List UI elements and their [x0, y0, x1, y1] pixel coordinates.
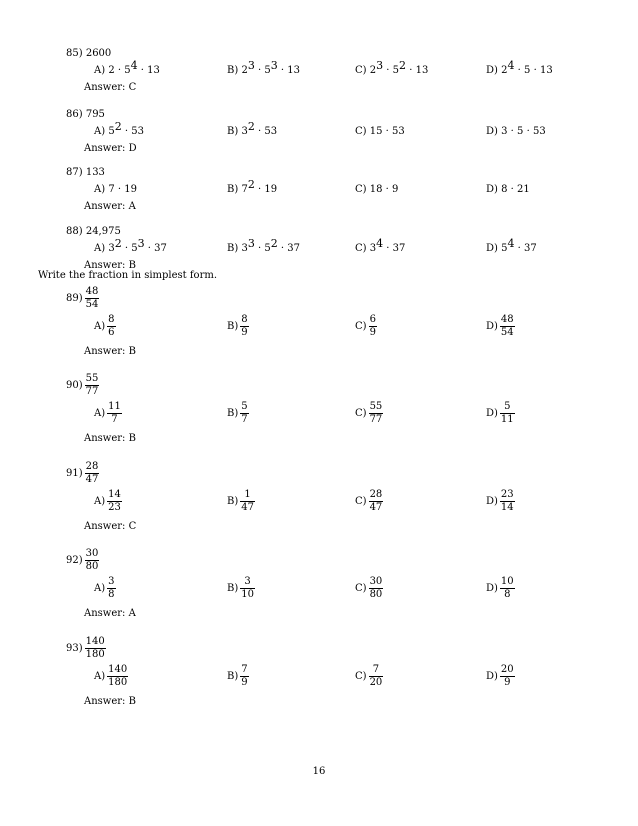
factor-base: 37	[524, 243, 537, 254]
answer-choice: C) 15 · 53	[355, 126, 405, 137]
factor-base: 5	[264, 243, 271, 254]
answer-choice	[355, 401, 383, 426]
question-number	[66, 461, 99, 486]
factor-exponent: 3	[247, 59, 255, 72]
answer-choice	[355, 576, 383, 601]
fraction-denominator: 14	[500, 502, 514, 513]
factor-exponent: 2	[114, 237, 122, 250]
fraction-denominator: 9	[241, 677, 248, 688]
fraction	[240, 489, 255, 514]
fraction-denominator: 180	[108, 677, 128, 688]
choice-label: D)	[486, 496, 498, 507]
question-number	[66, 109, 105, 120]
fraction	[369, 664, 384, 689]
choice-label: A)	[94, 671, 106, 682]
question-number	[66, 226, 121, 237]
factor-base: 2	[241, 65, 248, 76]
choice-label: D)	[486, 583, 498, 594]
fraction-numerator: 30	[85, 548, 99, 559]
fraction-denominator: 54	[85, 299, 99, 310]
answer-choice	[94, 314, 116, 339]
fraction	[369, 401, 384, 426]
answer-key: Answer: D	[84, 143, 137, 154]
factor-exponent: 4	[507, 59, 515, 72]
answer-key: Answer: B	[84, 346, 136, 357]
choice-label: D)	[486, 184, 498, 195]
fraction	[85, 373, 100, 398]
question-label: 92)	[66, 555, 83, 566]
answer-choice: D) $5^4 \cdot 37$	[486, 237, 537, 254]
answer-choice	[355, 664, 383, 689]
answer-choice	[94, 489, 122, 514]
choice-label: D)	[486, 243, 498, 254]
factor-base: 2	[108, 65, 115, 76]
fraction-denominator: 80	[85, 561, 99, 572]
factor-base: 53	[392, 126, 405, 137]
fraction-numerator: 8	[108, 314, 115, 325]
fraction-denominator: 47	[85, 474, 99, 485]
factor-base: 3	[241, 243, 248, 254]
choice-label: B)	[227, 408, 239, 419]
choice-label: A)	[94, 126, 106, 137]
factor-exponent: 3	[376, 59, 384, 72]
answer-choice: B) $2^3 \cdot 5^3 \cdot 13$	[227, 59, 301, 76]
factor-base: 18	[369, 184, 383, 195]
factor-base: 5	[392, 65, 400, 76]
fraction	[500, 401, 515, 426]
choice-label: B)	[227, 321, 239, 332]
answer-choice: D) $2^4 \cdot 5 \cdot 13$	[486, 59, 553, 76]
question-value: 24,975	[85, 226, 121, 237]
factor-base: 13	[539, 65, 553, 76]
factor-base: 3	[501, 126, 508, 137]
choice-label: C)	[355, 408, 367, 419]
question-value: 133	[85, 167, 105, 178]
choice-label: B)	[227, 671, 239, 682]
fraction-denominator: 77	[85, 386, 99, 397]
question-number	[66, 286, 99, 311]
choice-label: A)	[94, 184, 106, 195]
factor-base: 19	[264, 184, 278, 195]
answer-choice	[227, 489, 255, 514]
choice-label: B)	[227, 184, 239, 195]
answer-choice: B) $7^2 \cdot 19$	[227, 178, 278, 195]
page-number: 16	[312, 766, 326, 777]
answer-choice: A) 7 · 19	[94, 184, 137, 195]
fraction-numerator: 140	[108, 664, 128, 675]
fraction	[107, 576, 115, 601]
fraction-denominator: 9	[369, 327, 376, 338]
fraction	[107, 664, 128, 689]
fraction-numerator: 3	[108, 576, 115, 587]
fraction-denominator: 9	[504, 677, 511, 688]
fraction-denominator: 8	[504, 589, 511, 600]
factor-base: 5	[264, 65, 271, 76]
fraction	[500, 664, 515, 689]
answer-choice: D) 3 · 5 · 53	[486, 126, 546, 137]
factor-exponent: 4	[507, 237, 515, 250]
fraction	[240, 401, 248, 426]
answer-key: Answer: C	[84, 521, 137, 532]
factor-base: 5	[108, 126, 115, 137]
choice-label: C)	[355, 184, 367, 195]
choice-label: D)	[486, 126, 498, 137]
factor-base: 21	[517, 184, 530, 195]
answer-choice	[486, 401, 515, 426]
choice-label: D)	[486, 321, 498, 332]
question-number	[66, 48, 111, 59]
question-number	[66, 548, 99, 573]
fraction-numerator: 6	[369, 314, 376, 325]
factor-base: 3	[369, 243, 377, 254]
fraction	[85, 548, 100, 573]
fraction-numerator: 5	[241, 401, 248, 412]
choice-label: A)	[94, 243, 106, 254]
fraction-denominator: 180	[85, 649, 105, 660]
fraction	[85, 636, 106, 661]
fraction-numerator: 48	[500, 314, 514, 325]
factor-base: 53	[264, 126, 278, 137]
choice-label: A)	[94, 65, 106, 76]
factor-base: 2	[369, 65, 377, 76]
factor-exponent: 4	[376, 237, 384, 250]
fraction	[500, 314, 515, 339]
fraction	[500, 489, 515, 514]
answer-choice: C) $3^4 \cdot 37$	[355, 237, 406, 254]
fraction-numerator: 28	[369, 489, 383, 500]
fraction	[240, 664, 248, 689]
answer-key: Answer: B	[84, 260, 136, 271]
fraction-numerator: 48	[85, 286, 99, 297]
factor-base: 5	[131, 243, 138, 254]
factor-exponent: 2	[247, 178, 255, 191]
fraction-denominator: 7	[111, 414, 118, 425]
answer-choice: A) $2 \cdot 5^4 \cdot 13$	[94, 59, 160, 76]
fraction-denominator: 6	[108, 327, 115, 338]
answer-choice: C) 18 · 9	[355, 184, 399, 195]
answer-key: Answer: A	[84, 201, 136, 212]
choice-label: C)	[355, 65, 367, 76]
choice-label: C)	[355, 243, 367, 254]
fraction-denominator: 11	[500, 414, 514, 425]
fraction-numerator: 20	[500, 664, 514, 675]
fraction	[85, 461, 100, 486]
answer-choice	[486, 576, 515, 601]
fraction	[107, 489, 122, 514]
answer-choice	[227, 401, 249, 426]
answer-choice	[486, 664, 515, 689]
question-label: 93)	[66, 643, 83, 654]
choice-label: C)	[355, 583, 367, 594]
choice-label: A)	[94, 583, 106, 594]
fraction-denominator: 77	[369, 414, 383, 425]
choice-label: B)	[227, 496, 239, 507]
choice-label: C)	[355, 321, 367, 332]
choice-label: D)	[486, 671, 498, 682]
fraction-denominator: 23	[108, 502, 121, 513]
fraction-numerator: 30	[369, 576, 383, 587]
fraction-numerator: 55	[369, 401, 383, 412]
factor-exponent: 3	[137, 237, 145, 250]
fraction-numerator: 5	[500, 401, 515, 414]
factor-exponent: 2	[114, 120, 122, 133]
question-value: 795	[85, 109, 105, 120]
fraction-denominator: 7	[241, 414, 248, 425]
choice-label: C)	[355, 126, 367, 137]
fraction-numerator: 14	[108, 489, 121, 500]
factor-base: 53	[131, 126, 144, 137]
fraction-denominator: 47	[241, 502, 254, 513]
fraction-denominator: 54	[500, 327, 514, 338]
choice-label: A)	[94, 321, 106, 332]
factor-base: 3	[241, 126, 248, 137]
factor-base: 5	[517, 126, 524, 137]
factor-exponent: 2	[247, 120, 255, 133]
answer-choice	[94, 664, 128, 689]
fraction-denominator: 80	[369, 589, 383, 600]
answer-choice: C) $2^3 \cdot 5^2 \cdot 13$	[355, 59, 429, 76]
answer-choice: A) $5^2 \cdot 53$	[94, 120, 144, 137]
factor-base: 7	[241, 184, 248, 195]
fraction-numerator: 10	[500, 576, 514, 587]
question-number	[66, 167, 105, 178]
fraction	[107, 401, 122, 426]
question-number	[66, 636, 106, 661]
answer-choice	[227, 576, 255, 601]
answer-choice: B) $3^2 \cdot 53$	[227, 120, 278, 137]
factor-base: 19	[124, 184, 137, 195]
choice-label: B)	[227, 583, 239, 594]
factor-exponent: 4	[130, 59, 138, 72]
factor-base: 9	[392, 184, 399, 195]
fraction	[85, 286, 100, 311]
fraction-numerator: 8	[241, 314, 248, 325]
answer-choice	[486, 489, 515, 514]
choice-label: A)	[94, 408, 106, 419]
question-number	[66, 373, 99, 398]
question-label: 86)	[66, 109, 83, 120]
answer-choice: A) $3^2 \cdot 5^3 \cdot 37$	[94, 237, 167, 254]
answer-key: Answer: C	[84, 82, 137, 93]
factor-exponent: 2	[399, 59, 407, 72]
answer-choice	[355, 489, 383, 514]
fraction	[240, 314, 248, 339]
factor-base: 15	[369, 126, 383, 137]
factor-base: 37	[392, 243, 406, 254]
fraction-numerator: 1	[240, 489, 255, 502]
choice-label: D)	[486, 65, 498, 76]
fraction-numerator: 28	[85, 461, 99, 472]
fraction-numerator: 7	[241, 664, 248, 675]
factor-base: 3	[108, 243, 115, 254]
factor-base: 5	[501, 243, 508, 254]
answer-choice: B) $3^3 \cdot 5^2 \cdot 37$	[227, 237, 301, 254]
choice-label: D)	[486, 408, 498, 419]
factor-base: 5	[524, 65, 531, 76]
answer-choice	[486, 314, 515, 339]
choice-label: C)	[355, 671, 367, 682]
question-label: 91)	[66, 468, 83, 479]
fraction-denominator: 10	[241, 589, 254, 600]
factor-exponent: 2	[270, 237, 278, 250]
question-label: 85)	[66, 48, 83, 59]
fraction	[369, 576, 384, 601]
choice-label: B)	[227, 126, 239, 137]
fraction	[369, 314, 377, 339]
factor-exponent: 3	[270, 59, 278, 72]
fraction-denominator: 47	[369, 502, 383, 513]
factor-exponent: 3	[247, 237, 255, 250]
fraction-numerator: 140	[85, 636, 105, 647]
choice-label: C)	[355, 496, 367, 507]
section-instruction: Write the fraction in simplest form.	[38, 270, 218, 281]
fraction-numerator: 11	[108, 401, 121, 412]
answer-choice: D) 8 · 21	[486, 184, 530, 195]
factor-base: 5	[124, 65, 131, 76]
factor-base: 37	[154, 243, 167, 254]
fraction-denominator: 20	[369, 677, 383, 688]
factor-base: 13	[415, 65, 429, 76]
fraction	[369, 489, 384, 514]
fraction	[500, 576, 515, 601]
fraction-denominator: 9	[241, 327, 248, 338]
fraction-numerator: 55	[85, 373, 99, 384]
answer-choice	[227, 664, 249, 689]
answer-key: Answer: A	[84, 608, 136, 619]
question-label: 87)	[66, 167, 83, 178]
question-label: 89)	[66, 293, 83, 304]
factor-base: 37	[287, 243, 301, 254]
factor-base: 2	[501, 65, 508, 76]
fraction-numerator: 7	[369, 664, 384, 677]
answer-key: Answer: B	[84, 696, 136, 707]
choice-label: B)	[227, 65, 239, 76]
question-value: 2600	[85, 48, 112, 59]
question-label: 88)	[66, 226, 83, 237]
factor-base: 53	[532, 126, 546, 137]
answer-choice	[227, 314, 249, 339]
choice-label: A)	[94, 496, 106, 507]
fraction-numerator: 23	[500, 489, 514, 500]
fraction-numerator: 3	[240, 576, 255, 589]
fraction	[240, 576, 255, 601]
question-label: 90)	[66, 380, 83, 391]
answer-choice	[94, 401, 122, 426]
fraction-denominator: 8	[108, 589, 115, 600]
factor-base: 7	[108, 184, 115, 195]
answer-choice	[94, 576, 116, 601]
factor-base: 13	[147, 65, 160, 76]
answer-key: Answer: B	[84, 433, 136, 444]
factor-base: 8	[501, 184, 508, 195]
choice-label: B)	[227, 243, 239, 254]
factor-base: 13	[287, 65, 301, 76]
fraction	[107, 314, 115, 339]
answer-choice	[355, 314, 377, 339]
